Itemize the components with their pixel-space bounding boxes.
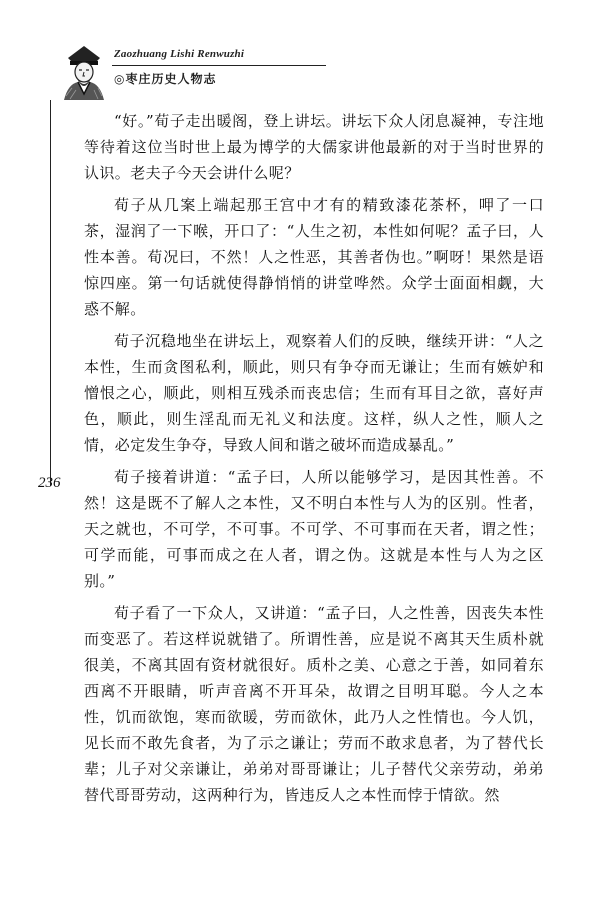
paragraph: 荀子看了一下众人，又讲道：“孟子曰，人之性善，因丧失本性而变恶了。若这样说就错了。所谓性善，应是说不离其天生质朴就很美，不离其固有资材就很好。质朴之美、心意之于善，如同着东西离不开眼睛，听声音离不开耳朵，故谓之目明耳聪。今人之本性，饥而欲饱，寒而欲暖，劳而欲休，此乃人之性情也。今人饥，见长而不敢先食者，为了示之谦让；劳而不敢求息者，为了替代长辈；儿子对父亲谦让，弟弟对哥哥谦让；儿子替代父亲劳动，弟弟替代哥哥劳动，这两种行为，皆违反人之本性而悖于情欲。然 (84, 604, 544, 804)
series-title-latin: Zaozhuang Lishi Renwuzhi (114, 48, 245, 60)
series-title-chinese: ◎枣庄历史人物志 (114, 72, 217, 86)
paragraph: “好。”荀子走出暖阁，登上讲坛。讲坛下众人闭息凝神，专注地等待着这位当时世上最为博学的大儒家讲他最新的对于当时世界的认识。老夫子今天会讲什么呢？ (84, 112, 544, 182)
page-number: 236 (38, 475, 61, 491)
scholar-portrait-icon (58, 44, 110, 100)
running-header (58, 44, 578, 104)
paragraph: 荀子从几案上端起那王宫中才有的精致漆花茶杯，呷了一口茶，湿润了一下喉，开口了：“人生之初，本性如何呢？孟子曰，人性本善。荀况曰，不然！人之性恶，其善者伪也。”啊呀！果然是语惊四座。第一句话就使得静悄悄的讲堂哗然。众学士面面相觑，大惑不解。 (84, 196, 544, 318)
paragraph: 荀子沉稳地坐在讲坛上，观察着人们的反映，继续开讲：“人之本性，生而贪图私利，顺此，则只有争夺而无谦让；生而有嫉妒和憎恨之心，顺此，则相互残杀而丧忠信；生而有耳目之欲，喜好声色，顺此，则生淫乱而无礼义和法度。这样，纵人之性，顺人之情，必定发生争夺，导致人间和谐之破坏而造成暴乱。” (84, 332, 544, 454)
header-rule (112, 65, 326, 66)
margin-rule (50, 100, 51, 486)
body-text (84, 108, 544, 814)
paragraph: 荀子接着讲道：“孟子曰，人所以能够学习，是因其性善。不然！这是既不了解人之本性，又不明白本性与人为的区别。性者，天之就也，不可学，不可事。不可学、不可事而在天者，谓之性；可学而能，可事而成之在人者，谓之伪。这就是本性与人为之区别。” (84, 468, 544, 590)
